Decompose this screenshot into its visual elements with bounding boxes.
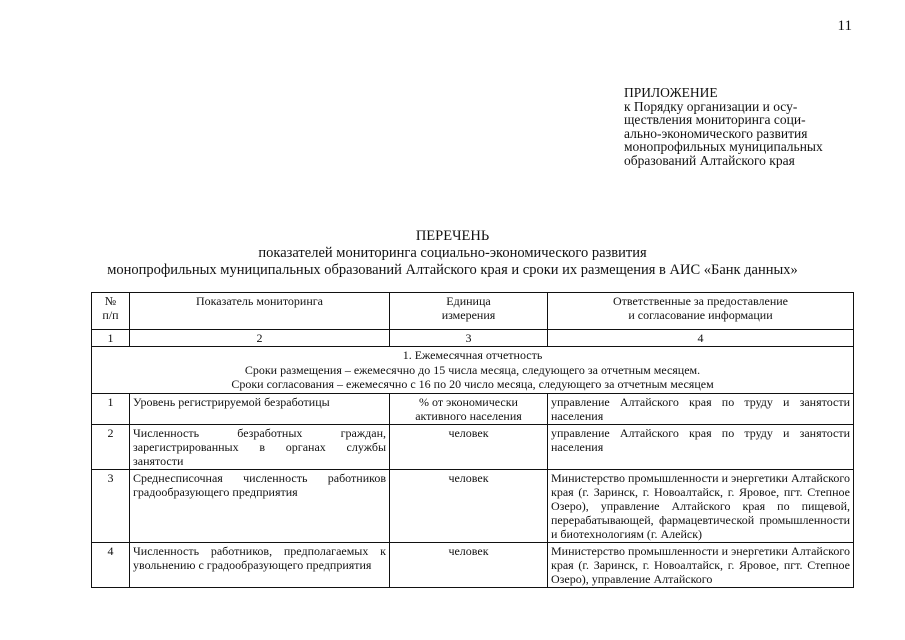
row-responsible: управление Алтайского края по труду и занятости населения <box>548 393 854 424</box>
table-row <box>92 393 854 424</box>
appendix-line: ально-экономического развития <box>624 125 808 141</box>
appendix-heading: ПРИЛОЖЕНИЕ <box>624 85 718 100</box>
page-number: 11 <box>837 18 852 34</box>
row-indicator: Численность безработных граждан, зарегистрированных в органах службы занятости <box>130 424 390 469</box>
header-indicator: Показатель мониторинга <box>130 293 390 330</box>
title-line-3: монопрофильных муниципальных образований Алтайского края и сроки их размещения в АИС «Банк данных» <box>107 262 798 278</box>
column-number-row <box>92 330 854 347</box>
appendix-line: ществления мониторинга соци- <box>624 112 806 127</box>
header-unit-line2: измерения <box>441 308 496 322</box>
appendix-line: к Порядку организации и осу- <box>624 98 798 114</box>
column-number: 2 <box>130 330 390 347</box>
header-resp-line1: Ответственные за предоставление <box>612 294 789 308</box>
appendix-text <box>624 100 850 168</box>
indicators-table <box>91 292 854 588</box>
table-row <box>92 542 854 587</box>
column-number: 1 <box>92 330 130 347</box>
row-unit: человек <box>390 469 548 542</box>
section-row <box>92 347 854 394</box>
appendix-line: образований Алтайского края <box>624 152 795 168</box>
row-num: 3 <box>92 469 130 542</box>
title-line-2: показателей мониторинга социально-экономического развития <box>258 245 647 261</box>
header-num <box>92 293 130 330</box>
header-responsible <box>548 293 854 330</box>
row-num: 4 <box>92 542 130 587</box>
row-unit: человек <box>390 542 548 587</box>
row-indicator: Среднесписочная численность работников градообразующего предприятия <box>130 469 390 542</box>
row-unit: % от экономически активного населения <box>390 393 548 424</box>
row-num: 2 <box>92 424 130 469</box>
row-num: 1 <box>92 393 130 424</box>
header-num-line2: п/п <box>102 308 119 322</box>
appendix-line: монопрофильных муниципальных <box>624 139 823 154</box>
row-indicator: Численность работников, предполагаемых к увольнению с градообразующего предприятия <box>130 542 390 587</box>
table-row <box>92 424 854 469</box>
column-number: 4 <box>548 330 854 347</box>
row-responsible: управление Алтайского края по труду и занятости населения <box>548 424 854 469</box>
row-responsible: Министерство промышленности и энергетики Алтайского края (г. Заринск, г. Новоалтайск, г. Яровое, пгт. Степное Озеро), управление Алтайского края по пищевой, перерабатывающей, фармацевтической промышленности и биотехнологиям (г. Алейск) <box>548 469 854 542</box>
row-indicator: Уровень регистрируемой безработицы <box>130 393 390 424</box>
section-posting-deadline: Сроки размещения – ежемесячно до 15 числа месяца, следующего за отчетным месяцем. <box>244 362 701 377</box>
row-responsible: Министерство промышленности и энергетики Алтайского края (г. Заринск, г. Новоалтайск, г. Яровое, пгт. Степное Озеро), управление Алтайского <box>548 542 854 587</box>
table-header-row <box>92 293 854 330</box>
title-line-1: ПЕРЕЧЕНЬ <box>415 228 490 244</box>
section-approval-deadline: Сроки согласования – ежемесячно с 16 по 20 число месяца, следующего за отчетным месяцем <box>231 377 714 391</box>
section-header <box>92 347 854 394</box>
table-row <box>92 469 854 542</box>
row-unit: человек <box>390 424 548 469</box>
header-unit-line1: Единица <box>446 294 491 308</box>
header-num-line1: № <box>104 294 117 308</box>
document-title <box>40 228 865 279</box>
header-resp-line2: и согласование информации <box>628 308 773 322</box>
appendix-block <box>624 86 850 167</box>
column-number: 3 <box>390 330 548 347</box>
section-title: 1. Ежемесячная отчетность <box>402 348 543 362</box>
header-unit <box>390 293 548 330</box>
